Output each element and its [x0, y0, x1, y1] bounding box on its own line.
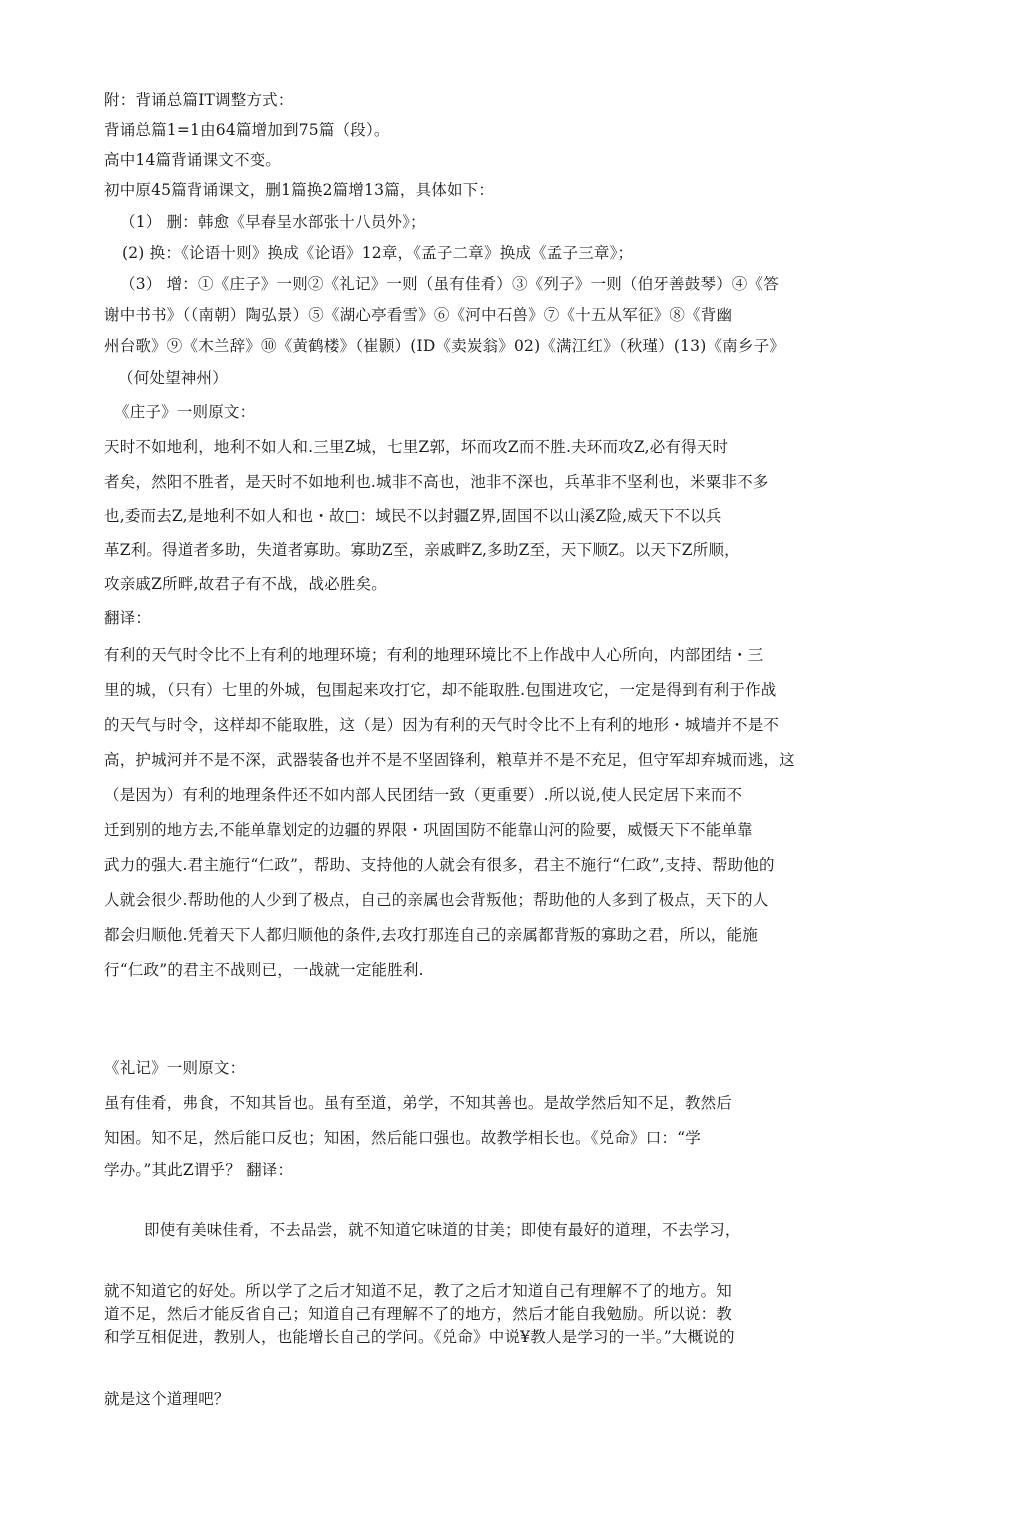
text-line: 高中14篇背诵课文不变。: [104, 151, 282, 169]
text-line: 谢中书书》（（南朝）陶弘景）⑤《湖心亭看雪》⑥《河中石兽》⑦《十五从军征》⑧《背幽: [104, 306, 733, 324]
text-line: （何处望神州）: [118, 369, 228, 387]
text-line: 就不知道它的好处。所以学了之后才知道不足，教了之后才知道自己有理解不了的地方。知: [104, 1282, 733, 1300]
text-line: 学办。”其此Z谓乎？ 翻译：: [104, 1161, 294, 1179]
text-line: 就是这个道理吧？: [104, 1390, 230, 1408]
appendix-heading: 附：背诵总篇IT调整方式：: [104, 91, 294, 109]
section-heading-zhuangzi: 《庄子》一则原文：: [114, 403, 256, 421]
text-line: 即使有美味佳肴，不去品尝，就不知道它味道的甘美；即使有最好的道理，不去学习，: [144, 1221, 741, 1239]
text-line: 里的城，（只有）七里的外城，包围起来攻打它，却不能取胜.包围进攻它，一定是得到有利于作战: [104, 681, 777, 699]
text-line: 武力的强大.君主施行“仁政”，帮助、支持他的人就会有很多，君主不施行“仁政”,支持、帮助他的: [104, 856, 775, 874]
text-line: 也,委而去Z,是地利不如人和也・故□：域民不以封疆Z界,固国不以山溪Z险,威天下不以兵: [104, 507, 722, 525]
text-line: 者矣，然阳不胜者，是天时不如地利也.城非不高也，池非不深也，兵革非不坚利也，米粟非不多: [104, 473, 769, 491]
list-item-replace: (2) 换：《论语十则》换成《论语》12章，《孟子二章》换成《孟子三章》；: [122, 244, 634, 262]
translation-heading: 翻译：: [104, 609, 152, 627]
text-line: （是因为）有利的地理条件还不如内部人民团结一致（更重要）.所以说,使人民定居下来而不: [104, 786, 743, 804]
text-line: 迁到别的地方去,不能单靠划定的边疆的界限・巩固国防不能靠山河的险要，威慑天下不能单靠: [104, 821, 753, 839]
text-line: 都会归顺他.凭着天下人都归顺他的条件,去攻打那连自己的亲属都背叛的寡助之君，所以，能施: [104, 926, 758, 944]
text-line: 和学互相促进，教别人，也能增长自己的学问。《兑命》中说¥教人是学习的一半。”大概说的: [104, 1328, 735, 1346]
text-line: 初中原45篇背诵课文，删1篇换2篇增13篇，具体如下：: [104, 181, 495, 199]
text-line: 行“仁政”的君主不战则已，一战就一定能胜利.: [104, 961, 424, 979]
text-line: 州台歌》⑨《木兰辞》⑩《黄鹤楼》（崔颢）(ID《卖炭翁》02)《满江红》（秋瑾）(13)《南乡子》: [104, 337, 785, 355]
text-line: 道不足，然后才能反省自己；知道自己有理解不了的地方，然后才能自我勉励。所以说：教: [104, 1305, 733, 1323]
text-line: 有利的天气时令比不上有利的地理环境；有利的地理环境比不上作战中人心所向，内部团结・三: [104, 646, 764, 664]
text-line: 的天气与时令，这样却不能取胜，这（是）因为有利的天气时令比不上有利的地形・城墙并不是不: [104, 716, 780, 734]
list-item-add: （3） 增：①《庄子》一则②《礼记》一则（虽有佳肴）③《列子》一则（伯牙善鼓琴）④《答: [120, 275, 779, 293]
text-line: 天时不如地利，地利不如人和.三里Z城，七里Z郭，坏而攻Z而不胜.夫环而攻Z,必有得天时: [104, 438, 729, 456]
text-line: 攻亲戚Z所畔,故君子有不战，战必胜矣。: [104, 575, 387, 593]
text-line: 虽有佳肴，弗食，不知其旨也。虽有至道，弟学，不知其善也。是故学然后知不足，教然后: [104, 1094, 733, 1112]
text-line: 革Z利。得道者多助，失道者寡助。寡助Z至，亲戚畔Z,多助Z至，天下顺Z。以天下Z所顺，: [104, 541, 740, 559]
list-item-delete: （1） 删：韩愈《早春呈水部张十八员外》；: [120, 213, 426, 231]
text-line: 知困。知不足，然后能口反也；知困，然后能口强也。故教学相长也。《兑命》口：“学: [104, 1129, 701, 1147]
section-heading-liji: 《礼记》一则原文：: [104, 1059, 246, 1077]
text-line: 高，护城河并不是不深，武器装备也并不是不坚固锋利，粮草并不是不充足，但守军却弃城而逃，这: [104, 751, 795, 769]
text-line: 人就会很少.帮助他的人少到了极点，自己的亲属也会背叛他；帮助他的人多到了极点，天下的人: [104, 891, 769, 909]
text-line: 背诵总篇1=1由64篇增加到75篇（段）。: [104, 121, 390, 139]
